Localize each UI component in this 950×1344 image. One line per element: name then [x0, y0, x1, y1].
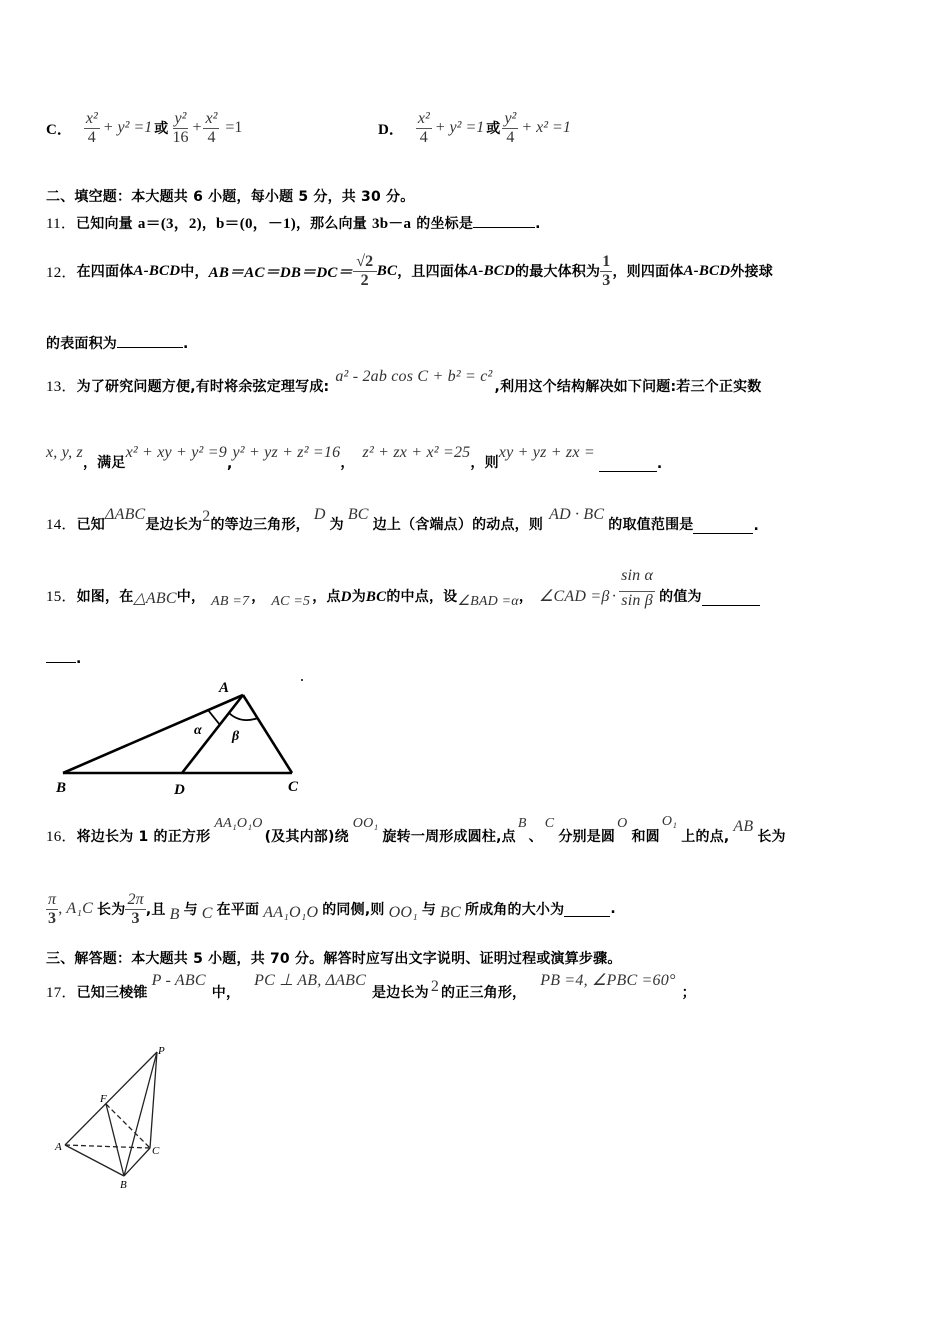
option-c-label: C．	[46, 121, 72, 138]
question-17: 17． 已知三棱锥 P - ABC 中， PC ⊥ AB, ΔABC 是边长为 2 的正三角形， PB =4, ∠PBC =60° ；	[46, 972, 696, 1001]
fraction-sin-ratio: $\frac{\text{sin α}}{\text{sin β}}$	[621, 567, 654, 609]
answer-blank[interactable]	[117, 333, 183, 348]
or-text: 或	[154, 121, 169, 137]
question-15: 15． 如图，在 △ABC 中， AB =7 ， AC =5 ，点 D 为 BC 的中点，设 ∠BAD =α ， ∠CAD =β · $\frac{\text{sin α}}{\text{sin β}}$ 的值为	[46, 558, 760, 610]
answer-blank[interactable]	[693, 519, 753, 534]
fraction-2pi-over-3: $\frac{2\pi}{3}$	[127, 890, 144, 927]
label-a: A	[219, 680, 230, 696]
triangle-abc-figure	[46, 672, 316, 800]
section-heading-fill-in: 二、填空题：本大题共 6 小题，每小题 5 分，共 30 分。	[46, 189, 415, 205]
section-heading-solutions: 三、解答题：本大题共 5 小题，共 70 分。解答时应写出文字说明、证明过程或演算步骤。	[46, 951, 622, 967]
fraction: $\frac{\text{x²}}{4}$	[85, 109, 98, 146]
label-c: C	[288, 779, 299, 795]
question-14: 14． 已知 ΔABC 是边长为 2 的等边三角形， D 为 BC 边上（含端点）的动点，则 AD · BC 的取值范围是 .	[46, 506, 760, 534]
fraction: $\frac{\text{x²}}{4}$	[417, 109, 430, 146]
equation-part: + y² =1	[102, 119, 153, 136]
or-text: 或	[486, 121, 501, 137]
option-d: D． $\frac{\text{x²}}{4}$ + y² =1 或 $\frac{\text{y²}}{4}$ + x² =1	[378, 109, 571, 146]
label-a: A	[55, 1141, 62, 1153]
answer-blank[interactable]	[599, 457, 657, 472]
label-p: P	[158, 1045, 165, 1057]
question-12: 12． 在四面体 A-BCD 中， AB＝AC＝DB＝DC＝ $\frac{√2}{2}$ BC ，且四面体 A-BCD 的最大体积为 $\frac{1}{3}$ ，则四面体 A-BCD 外接球	[46, 252, 773, 289]
fraction-one-third: $\frac{1}{3}$	[602, 252, 611, 289]
question-13: 13． 为了研究问题方便,有时将余弦定理写成: a² - 2ab cos C + b² = c² ,利用这个结构解决如下问题:若三个正实数	[46, 368, 762, 395]
answer-blank[interactable]	[564, 902, 610, 917]
arc-a1c: A₁C	[66, 900, 94, 917]
question-15-line-2: .	[46, 648, 82, 667]
fraction: $\frac{\text{y²}}{16}$	[172, 109, 189, 146]
arc-ab: AB	[733, 818, 754, 835]
answer-blank[interactable]	[702, 591, 760, 606]
label-alpha: α	[194, 723, 202, 738]
fraction: $\frac{\text{y²}}{4}$	[504, 109, 517, 146]
label-c: C	[152, 1145, 160, 1157]
option-d-label: D．	[378, 121, 404, 138]
question-12-line-2: 的表面积为 .	[46, 333, 189, 353]
answer-blank[interactable]	[473, 213, 535, 228]
question-16: 16． 将边长为 1 的正方形 AA₁O₁O (及其内部)绕 OO₁ 旋转一周形成圆柱,点 B 、 C 分别是圆 O 和圆 O₁ 上的点, AB 长为	[46, 814, 786, 845]
question-16-line-2: $\frac{\pi}{3}$ , A₁C 长为 $\frac{2\pi}{3}$ ,且 B 与 C 在平面 AA₁O₁O 的同侧,则 OO₁ 与 BC 所成角的大小为 .	[48, 890, 616, 927]
cosine-law-formula: a² - 2ab cos C + b² = c²	[335, 368, 493, 385]
answer-blank-cont[interactable]	[46, 648, 76, 663]
label-b: B	[120, 1179, 127, 1191]
fraction-sqrt2-over-2: $\frac{√2}{2}$	[353, 253, 377, 290]
label-d: D	[174, 782, 185, 798]
question-11: 11．已知向量 a＝(3，2)，b＝(0，－1)，那么向量 3b－a 的坐标是 .	[46, 212, 541, 233]
question-13-line-2: x, y, z ，满足 x² + xy + y² =9 , y² + yz + z² =16 ， z² + zx + x² =25 ，则 xy + yz + zx = .	[46, 444, 663, 472]
label-b: B	[56, 780, 67, 796]
label-f: F	[100, 1093, 107, 1105]
option-c: C． $\frac{\text{x²}}{4}$ + y² =1 或 $\frac{\text{y²}}{16}$ + $\frac{\text{x²}}{4}$ =1	[46, 109, 243, 146]
pyramid-pabc-figure	[46, 1040, 186, 1195]
label-beta: β	[232, 729, 240, 744]
fraction-pi-over-3: $\frac{\pi}{3}$	[48, 890, 57, 927]
fraction: $\frac{\text{x²}}{4}$	[205, 109, 218, 146]
